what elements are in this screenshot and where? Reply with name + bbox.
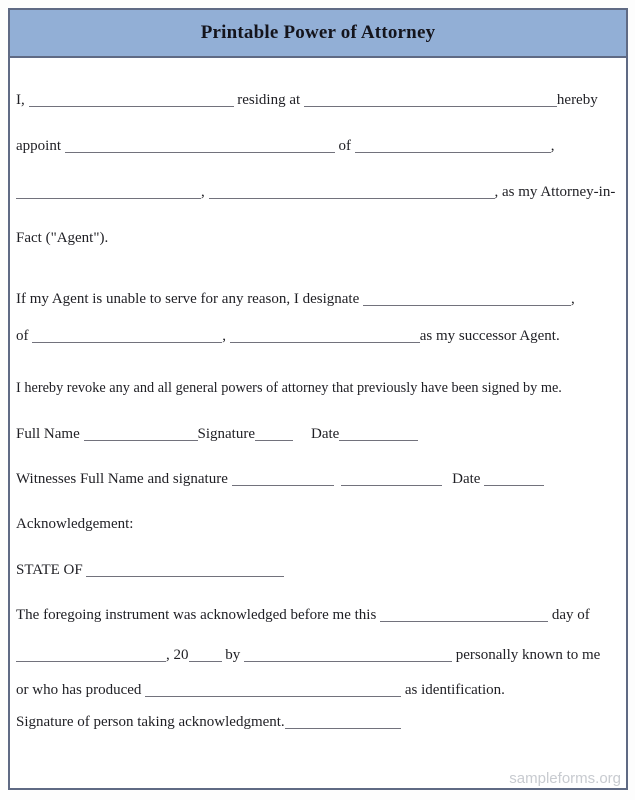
label-as-identification: as identification. [404,682,505,698]
blank-signature [255,427,293,441]
label-produced: or who has produced [16,682,142,698]
label-by: by [225,647,241,663]
label-of: of [16,328,29,344]
form-line-revocation [16,379,562,397]
form-line-foregoing [16,606,590,624]
blank-witness-date [484,472,544,486]
label-signature: Signature [197,426,255,442]
label-acknowledgement: Acknowledgement: [16,516,134,532]
label-day-of: day of [551,607,590,623]
blank-year [189,648,222,662]
form-line-principal [16,91,598,109]
label-of: of [338,138,351,154]
blank-state [86,563,284,577]
blank-principal-address [304,93,557,107]
blank-witness-2 [341,472,442,486]
label-designate: If my Agent is unable to serve for any reason, I designate [16,291,360,307]
label-personally-known: personally known to me [455,647,601,663]
form-line-month-year [16,646,600,664]
form-title: Printable Power of Attorney [200,22,436,43]
blank-date [339,427,418,441]
label-full-name: Full Name [16,426,80,442]
label-witnesses: Witnesses Full Name and signature [16,471,228,487]
form-line-appoint [16,137,555,155]
label-date: Date [452,471,481,487]
label-acknowledgment-signature: Signature of person taking acknowledgment. [16,714,285,730]
form-line-fact-agent [16,229,108,247]
blank-agent-city [355,139,551,153]
label-comma: , [550,138,555,154]
blank-identification [145,683,401,697]
form-line-state [16,561,284,579]
label-state-of: STATE OF [16,562,83,578]
blank-full-name [84,427,198,441]
blank-month [16,648,166,662]
blank-successor-city [32,329,222,343]
form-line-witnesses [16,470,544,488]
blank-day [380,608,548,622]
label-successor-agent: as my successor Agent. [419,328,560,344]
blank-successor-name [363,292,571,306]
label-i: I, [16,92,25,108]
blank-agent-name [65,139,335,153]
label-appoint: appoint [16,138,61,154]
form-line-successor-address [16,327,560,345]
label-date: Date [311,426,340,442]
blank-principal-name [29,93,234,107]
form-line-signature [16,425,418,443]
blank-acknowledgment-signature [285,715,401,729]
blank-agent-address [209,185,495,199]
form-line-notary-signature [16,713,401,731]
label-comma: , [201,184,205,200]
form-line-acknowledgement-heading [16,515,133,533]
label-residing-at: residing at [237,92,301,108]
blank-witness-1 [232,472,334,486]
watermark-sampleforms: sampleforms.org [509,770,621,787]
label-hereby: hereby [556,92,598,108]
form-line-identification [16,681,505,699]
label-comma-20: , 20 [166,647,189,663]
form-line-successor-designate [16,290,575,308]
form-header [10,10,626,58]
blank-agent-state [16,185,201,199]
blank-successor-address [230,329,420,343]
power-of-attorney-form [8,8,628,790]
label-attorney-in: , as my Attorney-in- [494,184,616,200]
label-foregoing: The foregoing instrument was acknowledged before me this [16,607,377,623]
label-revocation: I hereby revoke any and all general powers of attorney that previously have been signed by me. [16,380,562,396]
blank-acknowledged-person [244,648,452,662]
label-fact-agent: Fact ("Agent"). [16,230,109,246]
label-comma: , [570,291,575,307]
label-comma: , [222,328,226,344]
form-line-agent-address [16,183,615,201]
